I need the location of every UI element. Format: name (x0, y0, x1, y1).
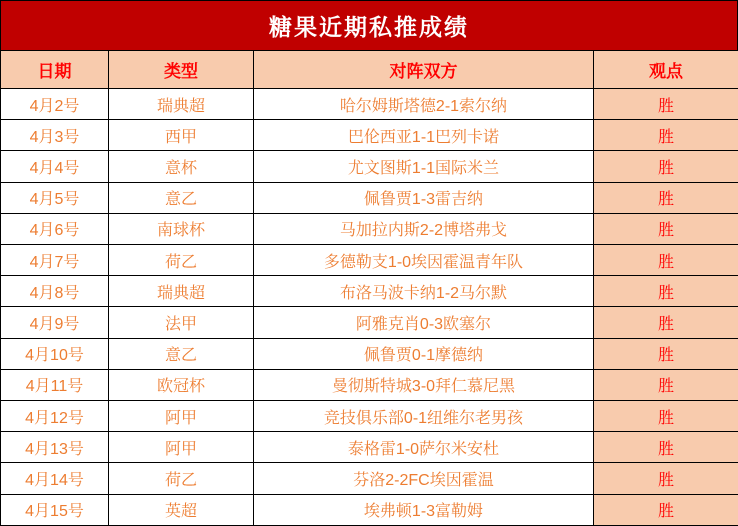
verdict-cell: 胜 (594, 494, 738, 525)
match-cell: 竞技俱乐部0-1纽维尔老男孩 (254, 401, 594, 432)
league-cell: 欧冠杯 (109, 369, 254, 400)
date-cell: 4月12号 (1, 401, 109, 432)
date-cell: 4月7号 (1, 245, 109, 276)
table-row (1, 369, 738, 400)
header-league: 类型 (109, 51, 254, 89)
match-cell: 巴伦西亚1-1巴列卡诺 (254, 120, 594, 151)
league-cell: 荷乙 (109, 245, 254, 276)
league-cell: 英超 (109, 494, 254, 525)
table-row (1, 120, 738, 151)
date-cell: 4月11号 (1, 369, 109, 400)
league-cell: 瑞典超 (109, 89, 254, 120)
table-row (1, 213, 738, 244)
date-cell: 4月9号 (1, 307, 109, 338)
league-cell: 意乙 (109, 338, 254, 369)
match-cell: 佩鲁贾1-3雷吉纳 (254, 182, 594, 213)
table-row (1, 245, 738, 276)
verdict-cell: 胜 (594, 338, 738, 369)
league-cell: 法甲 (109, 307, 254, 338)
header-date: 日期 (1, 51, 109, 89)
match-cell: 尤文图斯1-1国际米兰 (254, 151, 594, 182)
league-cell: 阿甲 (109, 401, 254, 432)
match-cell: 芬洛2-2FC埃因霍温 (254, 463, 594, 494)
verdict-cell: 胜 (594, 120, 738, 151)
match-cell: 哈尔姆斯塔德2-1索尔纳 (254, 89, 594, 120)
table-row (1, 401, 738, 432)
verdict-cell: 胜 (594, 307, 738, 338)
match-cell: 布洛马波卡纳1-2马尔默 (254, 276, 594, 307)
match-cell: 阿雅克肖0-3欧塞尔 (254, 307, 594, 338)
table-row (1, 276, 738, 307)
date-cell: 4月3号 (1, 120, 109, 151)
match-cell: 泰格雷1-0萨尔米安杜 (254, 432, 594, 463)
date-cell: 4月15号 (1, 494, 109, 525)
verdict-cell: 胜 (594, 463, 738, 494)
date-cell: 4月14号 (1, 463, 109, 494)
date-cell: 4月5号 (1, 182, 109, 213)
results-table (0, 50, 738, 526)
table-row (1, 494, 738, 525)
table-row (1, 89, 738, 120)
date-cell: 4月2号 (1, 89, 109, 120)
header-match: 对阵双方 (254, 51, 594, 89)
league-cell: 南球杯 (109, 213, 254, 244)
date-cell: 4月8号 (1, 276, 109, 307)
table-header-row (1, 51, 738, 89)
verdict-cell: 胜 (594, 245, 738, 276)
table-row (1, 463, 738, 494)
table-row (1, 338, 738, 369)
verdict-cell: 胜 (594, 401, 738, 432)
verdict-cell: 胜 (594, 89, 738, 120)
verdict-cell: 胜 (594, 432, 738, 463)
verdict-cell: 胜 (594, 213, 738, 244)
date-cell: 4月10号 (1, 338, 109, 369)
league-cell: 意乙 (109, 182, 254, 213)
table-body (1, 89, 738, 526)
verdict-cell: 胜 (594, 182, 738, 213)
date-cell: 4月13号 (1, 432, 109, 463)
date-cell: 4月6号 (1, 213, 109, 244)
page-title: 糖果近期私推成绩 (0, 0, 738, 50)
match-cell: 多德勒支1-0埃因霍温青年队 (254, 245, 594, 276)
match-cell: 曼彻斯特城3-0拜仁慕尼黑 (254, 369, 594, 400)
match-cell: 埃弗顿1-3富勒姆 (254, 494, 594, 525)
league-cell: 荷乙 (109, 463, 254, 494)
table-row (1, 432, 738, 463)
table-row (1, 151, 738, 182)
verdict-cell: 胜 (594, 276, 738, 307)
header-verdict: 观点 (594, 51, 738, 89)
table-row (1, 182, 738, 213)
match-cell: 佩鲁贾0-1摩德纳 (254, 338, 594, 369)
verdict-cell: 胜 (594, 369, 738, 400)
league-cell: 西甲 (109, 120, 254, 151)
league-cell: 意杯 (109, 151, 254, 182)
match-cell: 马加拉内斯2-2博塔弗戈 (254, 213, 594, 244)
date-cell: 4月4号 (1, 151, 109, 182)
verdict-cell: 胜 (594, 151, 738, 182)
league-cell: 阿甲 (109, 432, 254, 463)
league-cell: 瑞典超 (109, 276, 254, 307)
table-row (1, 307, 738, 338)
